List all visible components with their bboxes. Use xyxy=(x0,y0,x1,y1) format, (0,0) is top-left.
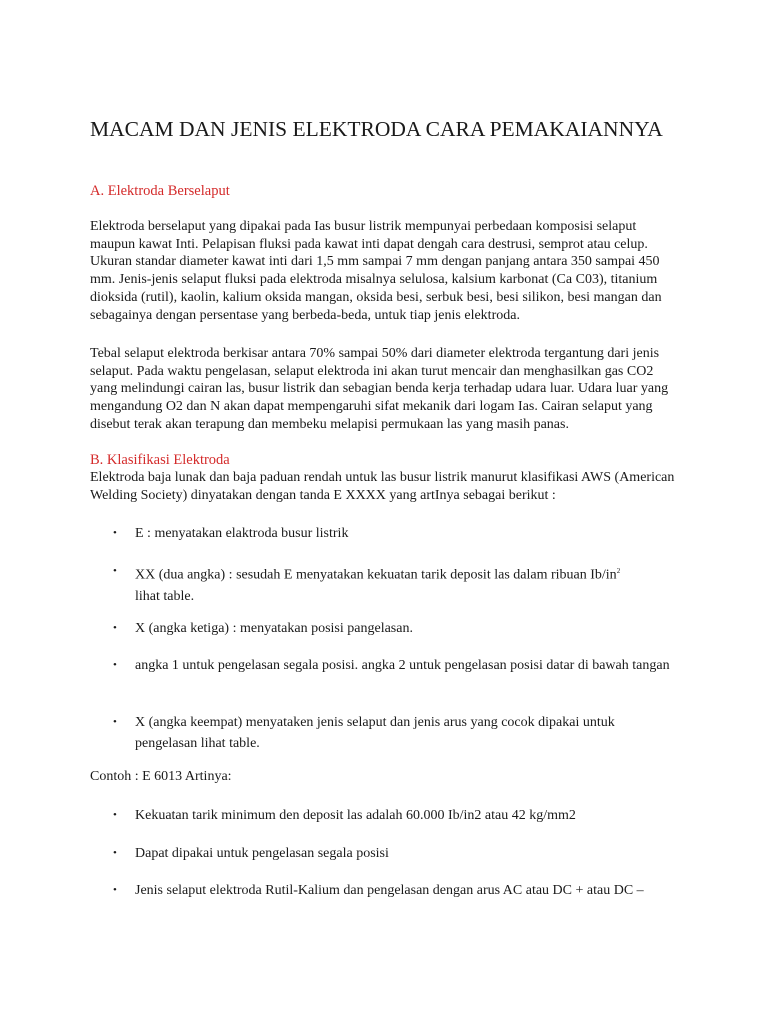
bullet-icon: • xyxy=(113,884,117,896)
bullet-icon: • xyxy=(113,622,117,634)
list-item-text: E : menyatakan elaktroda busur listrik xyxy=(135,526,349,541)
list-item-continuation: lihat table. xyxy=(135,588,195,604)
bullet-icon: • xyxy=(113,565,117,577)
document-title: MACAM DAN JENIS ELEKTRODA CARA PEMAKAIANNYA xyxy=(90,117,663,141)
superscript: 2 xyxy=(616,567,621,575)
section-a-paragraph-1: Elektroda berselaput yang dipakai pada Ias busur listrik mempunyai perbedaan komposisi selaput maupun kawat Inti. Pelapisan fluksi pada kawat inti dapat dengah cara destrusi, semprot atau celup. Ukuran standar diameter kawat inti dari 1,5 mm sampai 7 mm dengan panjang antara 350 sampai 450 mm. Jenis-jenis selaput fluksi pada elektroda misalnya selulosa, kalsium karbonat (Ca C03), titanium dioksida (rutil), kaolin, kalium oksida mangan, oksida besi, serbuk besi, besi silikon, besi mangan dan sebagainya dengan persentase yang berbeda-beda, untuk tiap jenis elektroda. xyxy=(90,219,662,323)
list-item-text: Kekuatan tarik minimum den deposit las adalah 60.000 Ib/in2 atau 42 kg/mm2 xyxy=(135,808,576,823)
list-item-main-text: XX (dua angka) : sesudah E menyatakan kekuatan tarik deposit las dalam ribuan Ib/in xyxy=(135,567,617,583)
list-item-text: angka 1 untuk pengelasan segala posisi. angka 2 untuk pengelasan posisi datar di bawah tangan xyxy=(135,658,670,673)
bullet-icon: • xyxy=(113,659,117,671)
list-item-text: Jenis selaput elektroda Rutil-Kalium dan pengelasan dengan arus AC atau DC + atau DC – xyxy=(135,883,644,898)
list-item-text: Dapat dipakai untuk pengelasan segala posisi xyxy=(135,846,389,861)
bullet-icon: • xyxy=(113,716,117,728)
bullet-icon: • xyxy=(113,527,117,539)
section-b-heading: B. Klasifikasi Elektroda xyxy=(90,452,230,468)
bullet-icon: • xyxy=(113,847,117,859)
list-item-text: X (angka keempat) menyataken jenis selaput dan jenis arus yang cocok dipakai untuk pengelasan lihat table. xyxy=(135,715,615,751)
example-label: Contoh : E 6013 Artinya: xyxy=(90,769,232,784)
section-b-intro: Elektroda baja lunak dan baja paduan rendah untuk las busur listrik manurut klasifikasi AWS (American Welding Society) dinyatakan dengan tanda E XXXX yang artInya sebagai berikut : xyxy=(90,470,675,503)
list-item-text xyxy=(135,561,680,607)
section-a-heading: A. Elektroda Berselaput xyxy=(90,183,230,199)
section-a-paragraph-2: Tebal selaput elektroda berkisar antara 70% sampai 50% dari diameter elektroda tergantung dari jenis selaput. Pada waktu pengelasan, selaput elektroda ini akan turut mencair dan menghasilkan gas CO2 yang melindungi cairan las, busur listrik dan sebagian benda kerja terhadap udara luar. Udara luar yang mengandung O2 dan N akan dapat mempengaruhi sifat mekanik dari logam Ias. Cairan selaput yang disebut terak akan terapung dan membeku melapisi permukaan las yang masih panas. xyxy=(90,346,669,432)
list-item-text: X (angka ketiga) : menyatakan posisi pangelasan. xyxy=(135,621,413,636)
bullet-icon: • xyxy=(113,809,117,821)
